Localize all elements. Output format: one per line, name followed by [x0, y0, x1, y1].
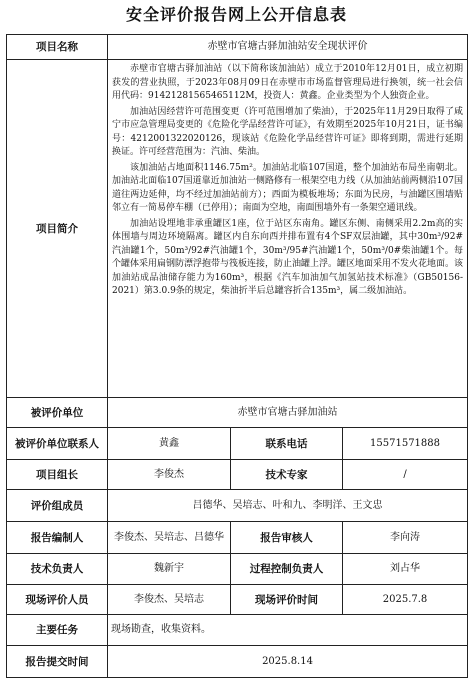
- phone-label: 联系电话: [231, 428, 343, 460]
- intro-paragraph: 加油站因经营许可范围变更（许可范围增加了柴油），于2025年11月29日取得了咸宁市应急管理局变更的《危险化学品经营许可证》，有效期至2025年10月21日，证书编号：4212001322020126，现该站《危险化学品经营许可证》即将到期，需进行延期换证。许可经营范围为：汽油、柴油。: [112, 106, 464, 157]
- project-intro-content: [108, 60, 468, 398]
- expert-label: 技术专家: [231, 460, 343, 490]
- row-project-name: [7, 35, 468, 60]
- team-members-value: 吕德华、吴培志、叶和九、李明洋、王文忠: [108, 490, 468, 522]
- submit-time-value: 2025.8.14: [108, 646, 468, 678]
- expert-value: /: [343, 460, 468, 490]
- main-task-value: 现场勘查，收集资料。: [108, 615, 468, 646]
- project-name-value: 赤壁市官塘古驿加油站安全现状评价: [108, 35, 468, 60]
- tech-lead-value: 魏新宇: [108, 554, 231, 585]
- site-eval-label: 现场评价人员: [7, 585, 108, 615]
- tech-lead-label: 技术负责人: [7, 554, 108, 585]
- intro-paragraph: 该加油站占地面积1146.75m²。加油站北临107国道，整个加油站布局坐南朝北。加油站北面临107国道靠近加油站一侧路修有一根架空电力线（从加油站前两侧沿107国道往两边延伸，均不经过加油站前方）；西面为模板堆场；东面为民房，与油罐区围墙贴邻立有一简易停车棚（已停用）；南面为空地，南面围墙外有一条架空通讯线。: [112, 162, 464, 213]
- team-leader-label: 项目组长: [7, 460, 108, 490]
- intro-paragraph: 赤壁市官塘古驿加油站（以下简称该加油站）成立于2010年12月01日，成立初期获发的营业执照，于2023年08月09日在赤壁市市场监督管理局进行换领，统一社会信用代码：91421281565465112M，投资人：黄鑫。企业类型为个人独资企业。: [112, 64, 464, 101]
- row-project-intro: [7, 60, 468, 398]
- site-eval-value: 李俊杰、吴培志: [108, 585, 231, 615]
- contact-value: 黄鑫: [108, 428, 231, 460]
- report-author-label: 报告编制人: [7, 522, 108, 554]
- team-members-label: 评价组成员: [7, 490, 108, 522]
- evaluated-unit-value: 赤壁市官塘古驿加油站: [108, 398, 468, 428]
- submit-time-label: 报告提交时间: [7, 646, 108, 678]
- process-control-label: 过程控制负责人: [231, 554, 343, 585]
- site-eval-time-label: 现场评价时间: [231, 585, 343, 615]
- project-intro-label: 项目简介: [7, 60, 108, 398]
- report-author-value: 李俊杰、吴培志、吕德华: [108, 522, 231, 554]
- row-submit-time: [7, 646, 468, 678]
- project-name-label: 项目名称: [7, 35, 108, 60]
- reviewer-value: 李向涛: [343, 522, 468, 554]
- row-team-leader: [7, 460, 468, 490]
- row-tech-lead: [7, 554, 468, 585]
- main-task-label: 主要任务: [7, 615, 108, 646]
- row-report-author: [7, 522, 468, 554]
- row-evaluated-unit: [7, 398, 468, 428]
- contact-label: 被评价单位联系人: [7, 428, 108, 460]
- info-table: [6, 34, 468, 678]
- row-contact: [7, 428, 468, 460]
- row-main-task: [7, 615, 468, 646]
- site-eval-time-value: 2025.7.8: [343, 585, 468, 615]
- phone-value: 15571571888: [343, 428, 468, 460]
- team-leader-value: 李俊杰: [108, 460, 231, 490]
- row-site-eval: [7, 585, 468, 615]
- page-title: 安全评价报告网上公开信息表: [125, 5, 347, 24]
- row-team-members: [7, 490, 468, 522]
- intro-paragraph: 加油站设埋地非承重罐区1座，位于站区东南角。罐区东侧、南侧采用2.2m高的实体围墙与周边环境隔离。罐区内自东向西并排布置有4个SF双层油罐，其中30m³/92#汽油罐1个，50m³/92#汽油罐1个，30m³/95#汽油罐1个，50m³/0#柴油罐1个。每个罐体采用扁钢防漂浮抱带与筏板连接，防止油罐上浮。罐区地面采用不发火花地面。该加油站成品油储存能力为160m³，根据《汽车加油加气加氢站技术标准》（GB50156-2021）第3.0.9条的规定，柴油折半后总罐容折合135m³，属二级加油站。: [112, 218, 464, 296]
- reviewer-label: 报告审核人: [231, 522, 343, 554]
- process-control-value: 刘占华: [343, 554, 468, 585]
- evaluated-unit-label: 被评价单位: [7, 398, 108, 428]
